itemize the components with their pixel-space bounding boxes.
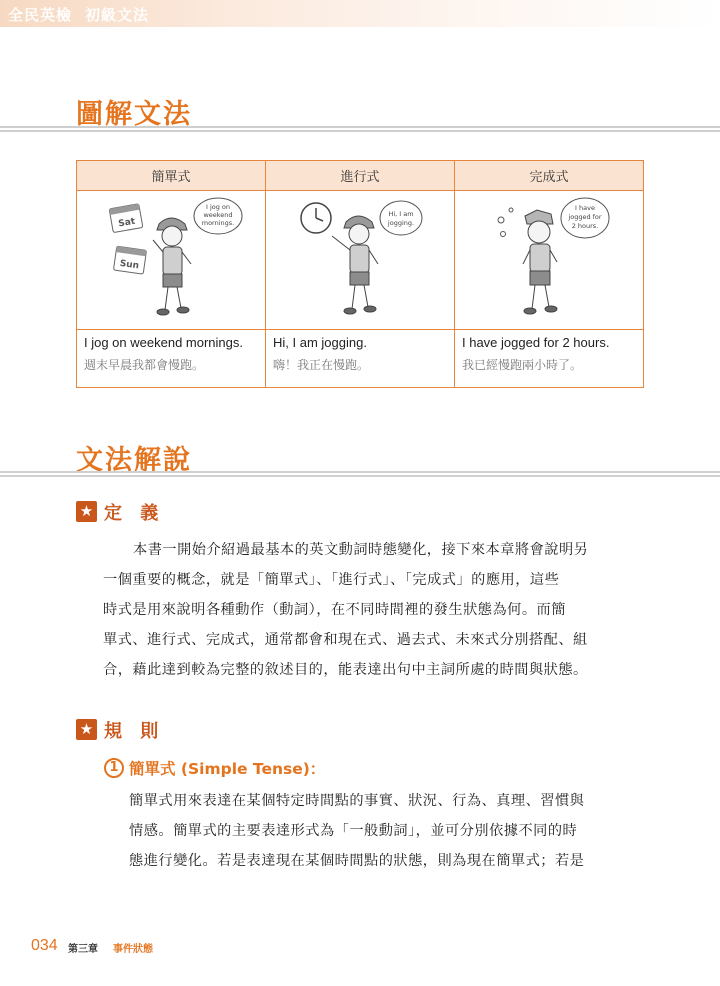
caption-cell-progressive <box>266 330 455 388</box>
definition-paragraph <box>103 535 648 685</box>
calendar-sun-label: Sun <box>119 258 140 272</box>
chapter-label: 第三章 <box>68 944 98 955</box>
header-subject: 初級文法 <box>85 6 150 24</box>
illustration-cell-perfect <box>455 191 644 330</box>
boy-tired-jogging-illustration <box>459 192 639 324</box>
caption-english: I jog on weekend mornings. <box>84 335 243 350</box>
calendar-sat-label: Sat <box>117 216 137 230</box>
tense-illustration-table <box>76 160 644 388</box>
subheading-rules: 規 則 <box>104 721 165 742</box>
caption-chinese: 週末早晨我都會慢跑。 <box>84 358 205 372</box>
column-header-simple: 簡單式 <box>77 161 266 191</box>
paragraph-line: 簡單式用來表達在某個特定時間點的事實、狀況、行為、真理、習慣與 <box>129 793 585 809</box>
caption-cell-perfect <box>455 330 644 388</box>
section-title-explanation: 文法解說 <box>76 445 192 476</box>
column-header-perfect: 完成式 <box>455 161 644 191</box>
illustration-cell-progressive <box>266 191 455 330</box>
rule-heading-simple-tense: 簡單式 (Simple Tense)： <box>129 760 326 778</box>
illustration-cell-simple <box>77 191 266 330</box>
paragraph-line: 合，藉此達到較為完整的敘述目的，能表達出句中主詞所處的時間與狀態。 <box>103 662 588 678</box>
speech-line-1: I have <box>575 204 595 212</box>
caption-chinese: 嗨！我正在慢跑。 <box>273 358 370 372</box>
speech-line-1: Hi, I am <box>388 210 414 218</box>
column-header-progressive: 進行式 <box>266 161 455 191</box>
speech-line-2: weekend <box>203 211 233 219</box>
paragraph-line: 單式、進行式、完成式，通常都會和現在式、過去式、未來式分別搭配、組 <box>103 632 588 648</box>
boy-jogging-clock-illustration <box>270 192 450 324</box>
page-number: 034 <box>31 937 58 954</box>
speech-line-3: 2 hours. <box>571 222 599 230</box>
caption-english: Hi, I am jogging. <box>273 335 367 350</box>
star-icon: ★ <box>76 501 97 522</box>
section-divider <box>0 126 720 132</box>
boy-jogging-calendar-illustration <box>81 192 261 324</box>
paragraph-line: 本書一開始介紹過最基本的英文動詞時態變化，接下來本章將會說明另 <box>133 542 589 558</box>
paragraph-line: 情感。簡單式的主要表達形式為「一般動詞」，並可分別依據不同的時 <box>129 823 578 839</box>
header-band <box>0 0 720 27</box>
paragraph-line: 一個重要的概念，就是「簡單式」、「進行式」、「完成式」的應用，這些 <box>103 572 560 588</box>
section-divider <box>0 471 720 477</box>
caption-chinese: 我已經慢跑兩小時了。 <box>462 358 583 372</box>
number-1-icon: 1 <box>104 758 124 778</box>
paragraph-line: 態進行變化。若是表達現在某個時間點的狀態，則為現在簡單式；若是 <box>129 853 585 869</box>
speech-line-2: jogged for <box>568 213 602 221</box>
header-series: 全民英檢 <box>8 6 73 24</box>
speech-line-1: I jog on <box>205 203 231 211</box>
caption-english: I have jogged for 2 hours. <box>462 335 610 350</box>
paragraph-line: 時式是用來說明各種動作（動詞），在不同時間裡的發生狀態為何。而簡 <box>103 602 566 618</box>
chapter-name: 事件狀態 <box>113 944 153 955</box>
section-title-illustrated: 圖解文法 <box>76 99 192 130</box>
speech-line-3: mornings. <box>201 219 235 227</box>
star-icon: ★ <box>76 719 97 740</box>
subheading-definition: 定 義 <box>104 503 165 524</box>
speech-line-2: jogging. <box>387 219 415 227</box>
rules-paragraph <box>129 786 649 876</box>
caption-cell-simple <box>77 330 266 388</box>
sweat-drops-icon <box>498 208 513 237</box>
